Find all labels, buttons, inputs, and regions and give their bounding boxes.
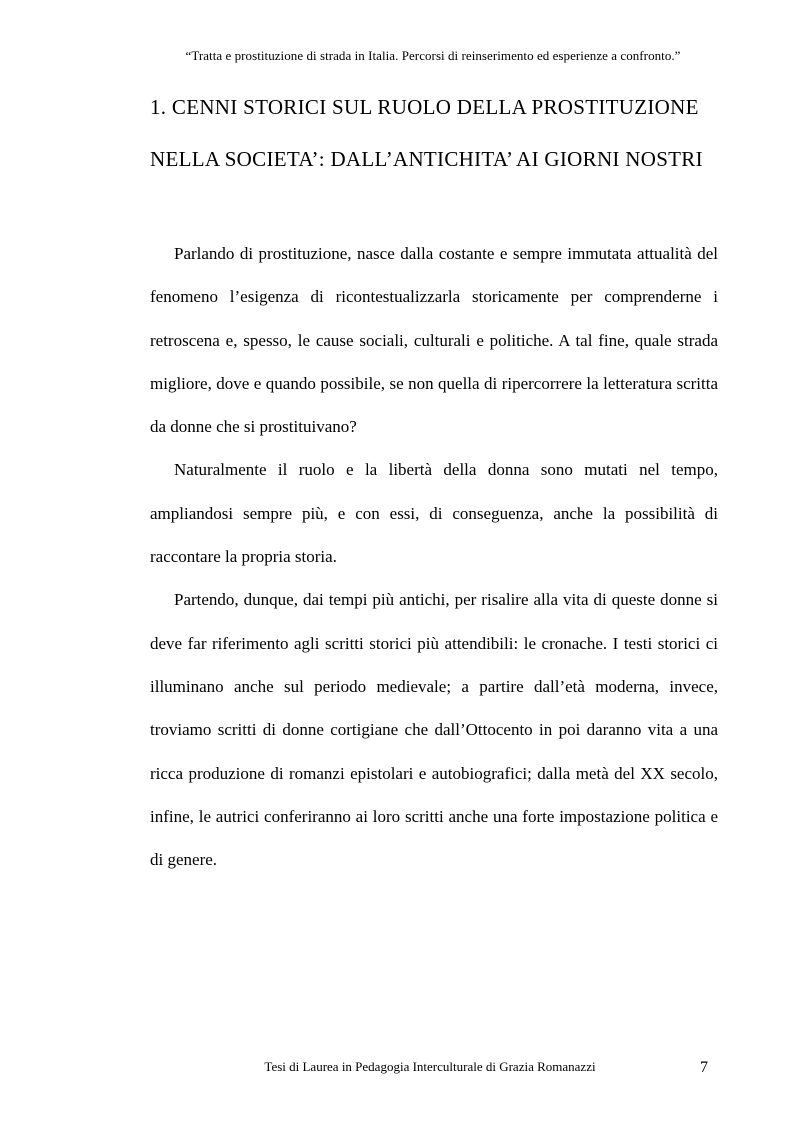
- paragraph-1: Parlando di prostituzione, nasce dalla costante e sempre immutata attualità del fenomeno l’esigenza di ricontestualizzarla storicamente per comprenderne i retroscena e, spesso, le cause sociali, culturali e politiche. A tal fine, quale strada migliore, dove e quando possibile, se non quella di ripercorrere la letteratura scritta da donne che si prostituivano?: [150, 244, 718, 437]
- running-header: “Tratta e prostituzione di strada in Italia. Percorsi di reinserimento ed esperienze a confronto.”: [185, 48, 681, 63]
- footer-text: Tesi di Laurea in Pedagogia Interculturale di Grazia Romanazzi: [264, 1059, 596, 1074]
- paragraph-3: Partendo, dunque, dai tempi più antichi, per risalire alla vita di queste donne si deve far riferimento agli scritti storici più attendibili: le cronache. I testi storici ci illuminano anche sul periodo medievale; a partire dall’età moderna, invece, troviamo scritti di donne cortigiane che dall’Ottocento in poi daranno vita a una ricca produzione di romanzi epistolari e autobiografici; dalla metà del XX secolo, infine, le autrici conferiranno ai loro scritti anche una forte impostazione politica e di genere.: [150, 590, 718, 870]
- paragraph-2: Naturalmente il ruolo e la libertà della donna sono mutati nel tempo, ampliandosi sempre più, e con essi, di conseguenza, anche la possibilità di raccontare la propria storia.: [150, 460, 718, 567]
- chapter-title-line-1: 1. CENNI STORICI SUL RUOLO DELLA PROSTITUZIONE: [150, 95, 699, 119]
- chapter-title-line-2: NELLA SOCIETA’: DALL’ANTICHITA’ AI GIORNI NOSTRI: [150, 147, 703, 171]
- body-text: [150, 232, 718, 881]
- page-number: 7: [700, 1059, 708, 1076]
